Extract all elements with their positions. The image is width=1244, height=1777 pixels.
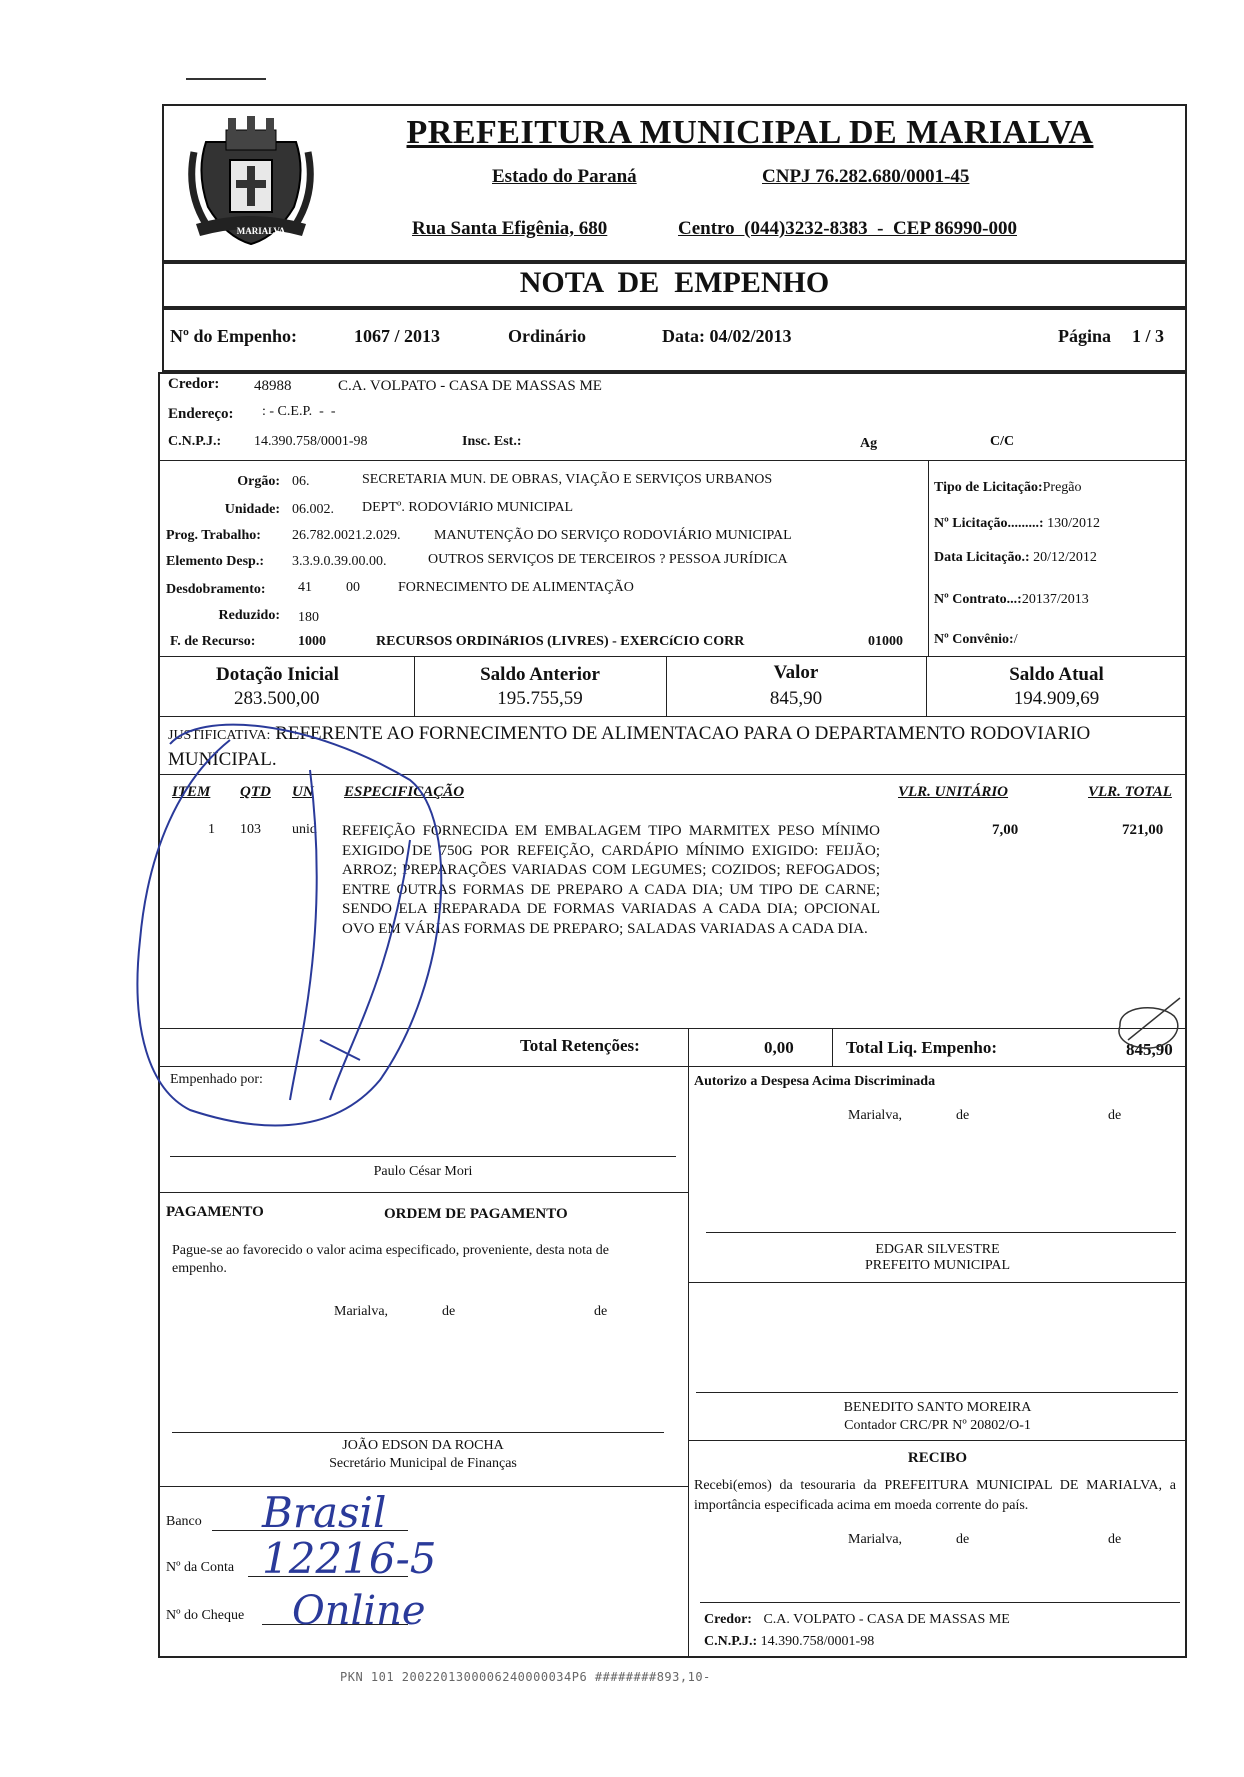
numero-licitacao-label: Nº Licitação.........: (934, 516, 1044, 531)
prefeito-role: PREFEITO MUNICIPAL (864, 1258, 1011, 1273)
tipo-licitacao-label: Tipo de Licitação: (934, 480, 1043, 495)
desdobramento-name: FORNECIMENTO DE ALIMENTAÇÃO (398, 580, 634, 595)
empenhado-signature-line (170, 1156, 676, 1157)
footer-code: PKN 101 2002201300006240000034P6 ########893,10- (340, 1670, 711, 1684)
item-qtd: 103 (240, 822, 261, 837)
ag-label: Ag (860, 436, 878, 451)
empenhado-name: Paulo César Mori (373, 1164, 473, 1179)
saldo-anterior-value: 195.755,59 (497, 688, 583, 709)
unidade-label: Unidade: (224, 502, 280, 517)
autorizo-de-1: de (956, 1108, 970, 1123)
page-label: Página (1058, 326, 1112, 346)
creditor-label: Credor: (168, 376, 220, 392)
empenho-number: 1067 / 2013 (354, 326, 441, 346)
prog-name: MANUTENÇÃO DO SERVIÇO RODOVIÁRIO MUNICIPAL (434, 528, 792, 543)
elemento-label: Elemento Desp.: (166, 554, 264, 569)
numero-convenio-label: Nº Convênio: (934, 632, 1014, 647)
cheque-label: Nº do Cheque (166, 1608, 245, 1623)
col-un: UN (292, 784, 314, 800)
fonte-label: F. de Recurso: (170, 634, 256, 649)
secretario-role: Secretário Municipal de Finanças (329, 1456, 517, 1471)
recibo-credor-label: Credor: (704, 1612, 752, 1627)
conta-label: Nº da Conta (166, 1560, 235, 1575)
header-address-rest: Centro (044)3232-8383 - CEP 86990-000 (678, 218, 1017, 239)
saldo-atual-value: 194.909,69 (1013, 688, 1100, 709)
recibo-cnpj-label: C.N.P.J.: (704, 1634, 758, 1649)
header-address: Rua Santa Efigênia, 680 (412, 218, 608, 239)
address-label: Endereço: (168, 406, 234, 422)
pagamento-de-1: de (442, 1304, 456, 1319)
unidade-name: DEPTº. RODOVIáRIO MUNICIPAL (362, 500, 574, 515)
autorizo-de-2: de (1108, 1108, 1122, 1123)
recibo-place: Marialva, (848, 1532, 903, 1547)
saldo-atual-label: Saldo Atual (1009, 664, 1104, 685)
contador-signature-line (696, 1392, 1178, 1393)
state-name: Estado do Paraná (492, 166, 637, 187)
valor-label: Valor (773, 662, 819, 683)
banco-handwritten: Brasil (262, 1488, 387, 1537)
dotacao-label: Dotação Inicial (216, 664, 339, 685)
unidade-code: 06.002. (292, 502, 334, 517)
prefeito-signature-line (706, 1232, 1176, 1233)
pagamento-de-2: de (594, 1304, 608, 1319)
empenho-date: Data: 04/02/2013 (662, 326, 792, 346)
liquido-value: 845,90 (1126, 1040, 1173, 1059)
divider-prefeito (688, 1282, 1187, 1283)
contador-role: Contador CRC/PR Nº 20802/O-1 (844, 1418, 1031, 1433)
recibo-credor (704, 1612, 1010, 1628)
col-qtd: QTD (240, 784, 271, 800)
fonte-name: RECURSOS ORDINáRIOS (LIVRES) - EXERCíCIO CORR (376, 634, 745, 649)
creditor-cnpj-label: C.N.P.J.: (168, 434, 222, 449)
divider-licitacao (928, 460, 929, 656)
recibo-text: Recebi(emos) da tesouraria da PREFEITURA MUNICIPAL DE MARIALVA, a importância especificada acima em moeda corrente do país. (694, 1478, 1176, 1513)
numero-convenio (934, 632, 1018, 648)
pagamento-text: Pague-se ao favorecido o valor acima especificado, proveniente, desta nota de empenho. (172, 1243, 609, 1276)
secretario-signature-line (172, 1432, 664, 1433)
header-cnpj: CNPJ 76.282.680/0001-45 (762, 166, 970, 187)
elemento-name: OUTROS SERVIÇOS DE TERCEIROS ? PESSOA JURÍDICA (428, 552, 788, 567)
recibo-label: RECIBO (907, 1450, 968, 1466)
saldo-anterior-label: Saldo Anterior (480, 664, 600, 685)
numero-convenio-value: / (1013, 632, 1018, 647)
ordem-pagamento-label: ORDEM DE PAGAMENTO (384, 1206, 568, 1222)
banco-label: Banco (166, 1514, 202, 1529)
municipality-title: PREFEITURA MUNICIPAL DE MARIALVA (406, 114, 1094, 151)
scan-mark (186, 78, 266, 82)
justificativa-text: REFERENTE AO FORNECIMENTO DE ALIMENTACAO PARA O DEPARTAMENTO RODOVIARIO MUNICIPAL. (168, 723, 1091, 770)
prog-label: Prog. Trabalho: (166, 528, 261, 543)
divider-lower-center (688, 1066, 689, 1658)
numero-contrato-value: 20137/2013 (1021, 592, 1089, 607)
recibo-credor-value: C.A. VOLPATO - CASA DE MASSAS ME (763, 1612, 1010, 1627)
prefeito-name: EDGAR SILVESTRE (875, 1242, 1000, 1257)
retencoes-label: Total Retenções: (520, 1036, 640, 1055)
empenho-number-label: Nº do Empenho: (170, 326, 297, 346)
fonte-number: 01000 (868, 634, 903, 649)
item-number: 1 (208, 822, 215, 837)
autorizo-place: Marialva, (848, 1108, 903, 1123)
insc-est-label: Insc. Est.: (462, 434, 522, 449)
item-un: unid (292, 822, 317, 837)
orgao-label: Orgão: (237, 474, 280, 489)
divider-pagamento (158, 1192, 688, 1193)
reduzido-code: 180 (298, 610, 319, 625)
data-licitacao (934, 550, 1097, 566)
crest-banner-text: MARIALVA (236, 226, 286, 236)
reduzido-label: Reduzido: (218, 608, 280, 623)
pagamento-place: Marialva, (334, 1304, 389, 1319)
recibo-cnpj-value: 14.390.758/0001-98 (760, 1634, 875, 1649)
cheque-handwritten: Online (292, 1588, 426, 1634)
orgao-name: SECRETARIA MUN. DE OBRAS, VIAÇÃO E SERVIÇOS URBANOS (362, 472, 773, 487)
autorizo-label: Autorizo a Despesa Acima Discriminada (694, 1074, 936, 1089)
orgao-code: 06. (292, 474, 310, 489)
item-total-value: 721,00 (1122, 822, 1164, 838)
data-licitacao-value: 20/12/2012 (1033, 550, 1097, 565)
page-number: 1 / 3 (1132, 326, 1165, 346)
col-vlr-total: VLR. TOTAL (1088, 784, 1172, 800)
col-especificacao: ESPECIFICAÇÃO (344, 784, 465, 800)
document-title: NOTA DE EMPENHO (519, 266, 830, 299)
divider-summary-1 (688, 1028, 689, 1066)
contador-name: BENEDITO SANTO MOREIRA (843, 1400, 1032, 1415)
item-unit-value: 7,00 (992, 822, 1019, 838)
creditor-code: 48988 (254, 378, 292, 394)
fonte-code: 1000 (298, 634, 326, 649)
secretario-name: JOÃO EDSON DA ROCHA (342, 1438, 504, 1453)
col-item: ITEM (172, 784, 211, 800)
desdobramento-sub: 00 (346, 580, 360, 595)
data-licitacao-label: Data Licitação.: (934, 550, 1030, 565)
recibo-de-1: de (956, 1532, 970, 1547)
empenhado-label: Empenhado por: (170, 1072, 263, 1087)
divider-budget (158, 460, 1187, 461)
tipo-licitacao (934, 480, 1082, 496)
divider-totals-top (158, 656, 1187, 657)
numero-contrato-label: Nº Contrato...: (934, 592, 1022, 607)
liquido-label: Total Liq. Empenho: (846, 1038, 997, 1057)
tipo-licitacao-value: Pregão (1042, 480, 1082, 495)
creditor-name: C.A. VOLPATO - CASA DE MASSAS ME (338, 378, 602, 394)
elemento-code: 3.3.9.0.39.00.00. (292, 554, 387, 569)
justificativa-label: JUSTIFICATIVA: (168, 728, 271, 743)
address-value: : - C.E.P. - - (262, 404, 336, 419)
numero-licitacao (934, 516, 1100, 532)
handwritten-check (1108, 996, 1188, 1056)
recibo-de-2: de (1108, 1532, 1122, 1547)
item-specification: REFEIÇÃO FORNECIDA EM EMBALAGEM TIPO MARMITEX PESO MÍNIMO EXIGIDO DE 750G POR REFEIÇÃO, CARDÁPIO MÍNIMO EXIGIDO: FEIJÃO; ARROZ; PREPARAÇÕES VARIADAS COM LEGUMES; COZIDOS; REFOGADOS; ENTRE OUTRAS FORMAS DE PREPARO A CADA DIA; UM TIPO DE CARNE; SENDO ELA PREPARADA DE FORMAS VARIADAS A CADA DIA; OPCIONAL OVO EM VÁRIAS FORMAS DE PREPARO; SALADAS VARIADAS A CADA DIA. (342, 823, 880, 937)
numero-licitacao-value: 130/2012 (1047, 516, 1100, 531)
divider-summary-2 (832, 1028, 833, 1066)
col-vlr-unitario: VLR. UNITÁRIO (898, 784, 1009, 800)
recibo-cnpj (704, 1634, 874, 1650)
pagamento-label: PAGAMENTO (166, 1204, 264, 1220)
desdobramento-label: Desdobramento: (166, 582, 266, 597)
retencoes-value: 0,00 (764, 1038, 794, 1057)
divider-bank (158, 1486, 688, 1487)
handwritten-mark (130, 680, 530, 1150)
dotacao-value: 283.500,00 (234, 688, 320, 709)
prog-code: 26.782.0021.2.029. (292, 528, 401, 543)
conta-handwritten: 12216-5 (262, 1534, 437, 1583)
desdobramento-code: 41 (298, 580, 312, 595)
recibo-signature-line (700, 1602, 1180, 1603)
creditor-cnpj: 14.390.758/0001-98 (254, 434, 368, 449)
cc-label: C/C (990, 434, 1015, 449)
numero-contrato (934, 592, 1089, 608)
valor-value: 845,90 (769, 688, 823, 709)
divider-recibo (688, 1440, 1187, 1441)
empenho-type: Ordinário (508, 326, 587, 346)
